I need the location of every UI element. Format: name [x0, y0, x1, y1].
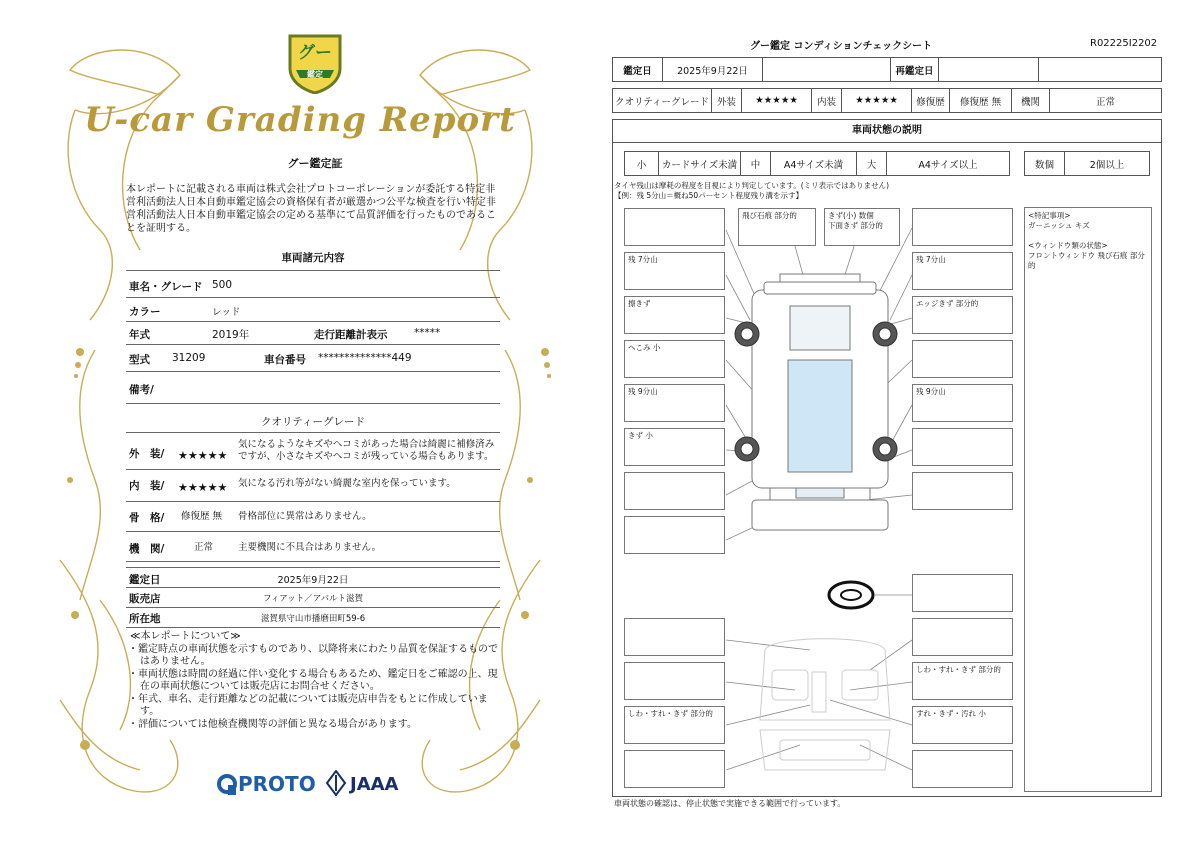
special-notes-value: ガーニッシュ キズ — [1028, 221, 1090, 230]
frame-label: 骨 格/ — [129, 512, 165, 524]
repair-value: 修復歴 無 — [950, 89, 1012, 113]
comment-box: 残 9分山 — [624, 384, 725, 422]
color-label: カラー — [129, 306, 161, 318]
window-notes-title: <ウィンドウ類の状態> — [1028, 241, 1108, 250]
badge-bottom-text: 鑑定 — [307, 70, 323, 79]
frame-value: 修復歴 無 — [181, 511, 223, 522]
qg-row-exterior — [126, 432, 500, 470]
spec-row-color — [126, 298, 500, 322]
quality-grade-heading: クオリティーグレード — [261, 416, 365, 428]
engine-label: 機 関/ — [129, 543, 165, 555]
qg-row-engine — [126, 532, 500, 562]
comment-box — [912, 750, 1013, 788]
report-notes — [128, 631, 498, 731]
interior-label: 内 装/ — [129, 480, 165, 492]
frame-desc: 骨格部位に異常はありません。 — [238, 511, 372, 522]
spec-row-name — [126, 270, 500, 298]
jaaa-logo-icon — [326, 770, 346, 796]
comment-box — [624, 516, 725, 554]
dealer-label: 販売店 — [129, 593, 161, 605]
engine-desc: 主要機関に不具合はありません。 — [238, 542, 382, 553]
steering-wheel-icon — [829, 582, 873, 608]
comment-box: へこみ 小 — [624, 340, 725, 378]
comment-line: 下面きず 部分的 — [828, 221, 883, 230]
legend-medium: 中 — [741, 152, 771, 176]
legend-large: 大 — [857, 152, 887, 176]
year-value: 2019年 — [212, 329, 250, 341]
comment-box: すれ・きず・汚れ 小 — [912, 706, 1013, 744]
address-label: 所在地 — [129, 613, 161, 625]
spec-row-remarks — [126, 372, 500, 404]
cert-body: 本レポートに記載される車両は株式会社プロトコーポレーションが委託する特定非営利活動法人日本自動車鑑定協会の資格保有者が厳選かつ公平な検査を行い特定非営利活動法人日本自動車鑑定協会の定める基準にて品質評価を行ったものであることを証明する。 — [126, 184, 496, 234]
exterior-stars: ★★★★★ — [178, 449, 228, 462]
comment-box — [624, 750, 725, 788]
comment-box — [624, 472, 725, 510]
comment-line: きず(小) 数個 — [828, 211, 874, 220]
proto-logo-text: PROTO — [238, 772, 316, 796]
sheet-title: グー鑑定 コンディションチェックシート — [750, 41, 933, 52]
comment-box — [912, 340, 1013, 378]
footer-row-date — [126, 567, 500, 588]
comment-box: しわ・すれ・きず 部分的 — [624, 706, 725, 744]
sheet-id: R02225I2202 — [1090, 38, 1158, 49]
color-value: レッド — [212, 307, 241, 318]
model-label: 型式 — [129, 354, 150, 366]
chassis-label: 車台番号 — [264, 354, 306, 366]
qg-row-interior — [126, 470, 500, 502]
name-value: 500 — [212, 279, 233, 291]
special-notes-title: <特記事項> — [1028, 211, 1071, 220]
name-label: 車名・グレード — [129, 281, 203, 293]
chassis-value: **************449 — [318, 352, 412, 364]
comment-box — [912, 208, 1013, 246]
comment-box — [824, 208, 900, 246]
comment-box: 飛び石痕 部分的 — [738, 208, 816, 246]
qg-label: クオリティーグレード — [613, 89, 712, 113]
int-label: 内装 — [812, 89, 842, 113]
engine-label: 機関 — [1012, 89, 1050, 113]
comment-box: 残 7分山 — [624, 252, 725, 290]
address-value: 滋賀県守山市播磨田町59-6 — [260, 614, 366, 624]
comment-box — [912, 428, 1013, 466]
comment-box — [624, 208, 725, 246]
interior-desc: 気になる汚れ等がない綺麗な室内を保っています。 — [238, 478, 456, 489]
comment-box — [624, 618, 725, 656]
tire-note-1: タイヤ残山は摩耗の程度を目視により判定しています。(ミリ表示ではありません) — [614, 181, 890, 190]
legend-medium-desc: A4サイズ未満 — [771, 152, 857, 176]
repair-label: 修復歴 — [912, 89, 950, 113]
tire-note-2: 【例：残 5分山＝概ね50パーセント程度残り溝を示す】 — [614, 191, 804, 200]
ext-label: 外装 — [712, 89, 742, 113]
date-value: 2025年9月22日 — [277, 575, 349, 586]
condition-heading: 車両状態の説明 — [612, 119, 1162, 143]
special-notes-box — [1024, 207, 1152, 792]
window-notes-value: フロントウィンドウ 飛び石痕 部分的 — [1028, 251, 1145, 270]
jaaa-logo-text: JAAA — [350, 774, 399, 795]
legend-count-desc: 2個以上 — [1065, 152, 1150, 176]
comment-box: しわ・すれ・きず 部分的 — [912, 662, 1013, 700]
report-title: U-car Grading Report — [84, 100, 516, 140]
comment-box: エッジきず 部分的 — [912, 296, 1013, 334]
legend-count: 数個 — [1025, 152, 1065, 176]
mileage-value: ***** — [414, 327, 441, 339]
year-label: 年式 — [129, 329, 150, 341]
dealer-value: フィアット／アバルト滋賀 — [262, 594, 364, 604]
comment-box — [624, 662, 725, 700]
spec-heading: 車両諸元内容 — [281, 252, 345, 264]
comment-box: 残 9分山 — [912, 384, 1013, 422]
footer-note: 車両状態の確認は、停止状態で実施できる範囲で行っています。 — [614, 799, 846, 808]
legend-small-desc: カードサイズ未満 — [659, 152, 741, 176]
badge-top-text: グー — [298, 43, 332, 63]
reappraisal-date-label: 再鑑定日 — [891, 58, 939, 82]
comment-box: 残 7分山 — [912, 252, 1013, 290]
qg-row-frame — [126, 502, 500, 532]
footer-row-address — [126, 608, 500, 628]
ext-stars: ★★★★★ — [742, 89, 812, 113]
date-label: 鑑定日 — [129, 574, 161, 586]
note-item: ・評価については他検査機関等の評価と異なる場合があります。 — [128, 718, 417, 730]
int-stars: ★★★★★ — [842, 89, 912, 113]
appraisal-date-label: 鑑定日 — [613, 58, 663, 82]
interior-stars: ★★★★★ — [178, 481, 228, 494]
condition-check-sheet — [600, 0, 1200, 848]
comment-box — [912, 574, 1013, 612]
cert-title: グー鑑定証 — [287, 157, 343, 170]
note-item: ・車両状態は時間の経過に伴い変化する場合もあるため、鑑定日をご確認の上、現在の車両状態については販売店にお問合せください。 — [128, 668, 498, 692]
footer-row-dealer — [126, 588, 500, 608]
legend-large-desc: A4サイズ以上 — [887, 152, 1010, 176]
goo-appraisal-badge-icon — [286, 30, 344, 94]
spec-row-year — [126, 322, 500, 345]
engine-value: 正常 — [194, 542, 214, 553]
note-item: ・鑑定時点の車両状態を示すものであり、以降将来にわたり品質を保証するものではありません。 — [128, 643, 498, 667]
mileage-label: 走行距離計表示 — [314, 329, 388, 341]
notes-title: ≪本レポートについて≫ — [130, 631, 241, 642]
comment-box: 擦きず — [624, 296, 725, 334]
comment-box — [912, 472, 1013, 510]
appraisal-date-value: 2025年9月22日 — [663, 58, 763, 82]
remarks-label: 備考/ — [129, 384, 154, 396]
engine-value: 正常 — [1050, 89, 1162, 113]
model-value: 31209 — [172, 352, 206, 364]
legend-small: 小 — [625, 152, 659, 176]
note-item: ・年式、車名、走行距離などの記載については販売店申告をもとに作成しています。 — [128, 693, 488, 717]
spec-row-model — [126, 345, 500, 372]
proto-logo-icon — [216, 773, 238, 797]
exterior-label: 外 装/ — [129, 448, 165, 460]
comment-box: きず 小 — [624, 428, 725, 466]
exterior-desc: 気になるようなキズやヘコミがあった場合は綺麗に補修済みですが、小さなキズやヘコミが残っている場合もあります。 — [238, 439, 495, 462]
comment-box — [912, 618, 1013, 656]
